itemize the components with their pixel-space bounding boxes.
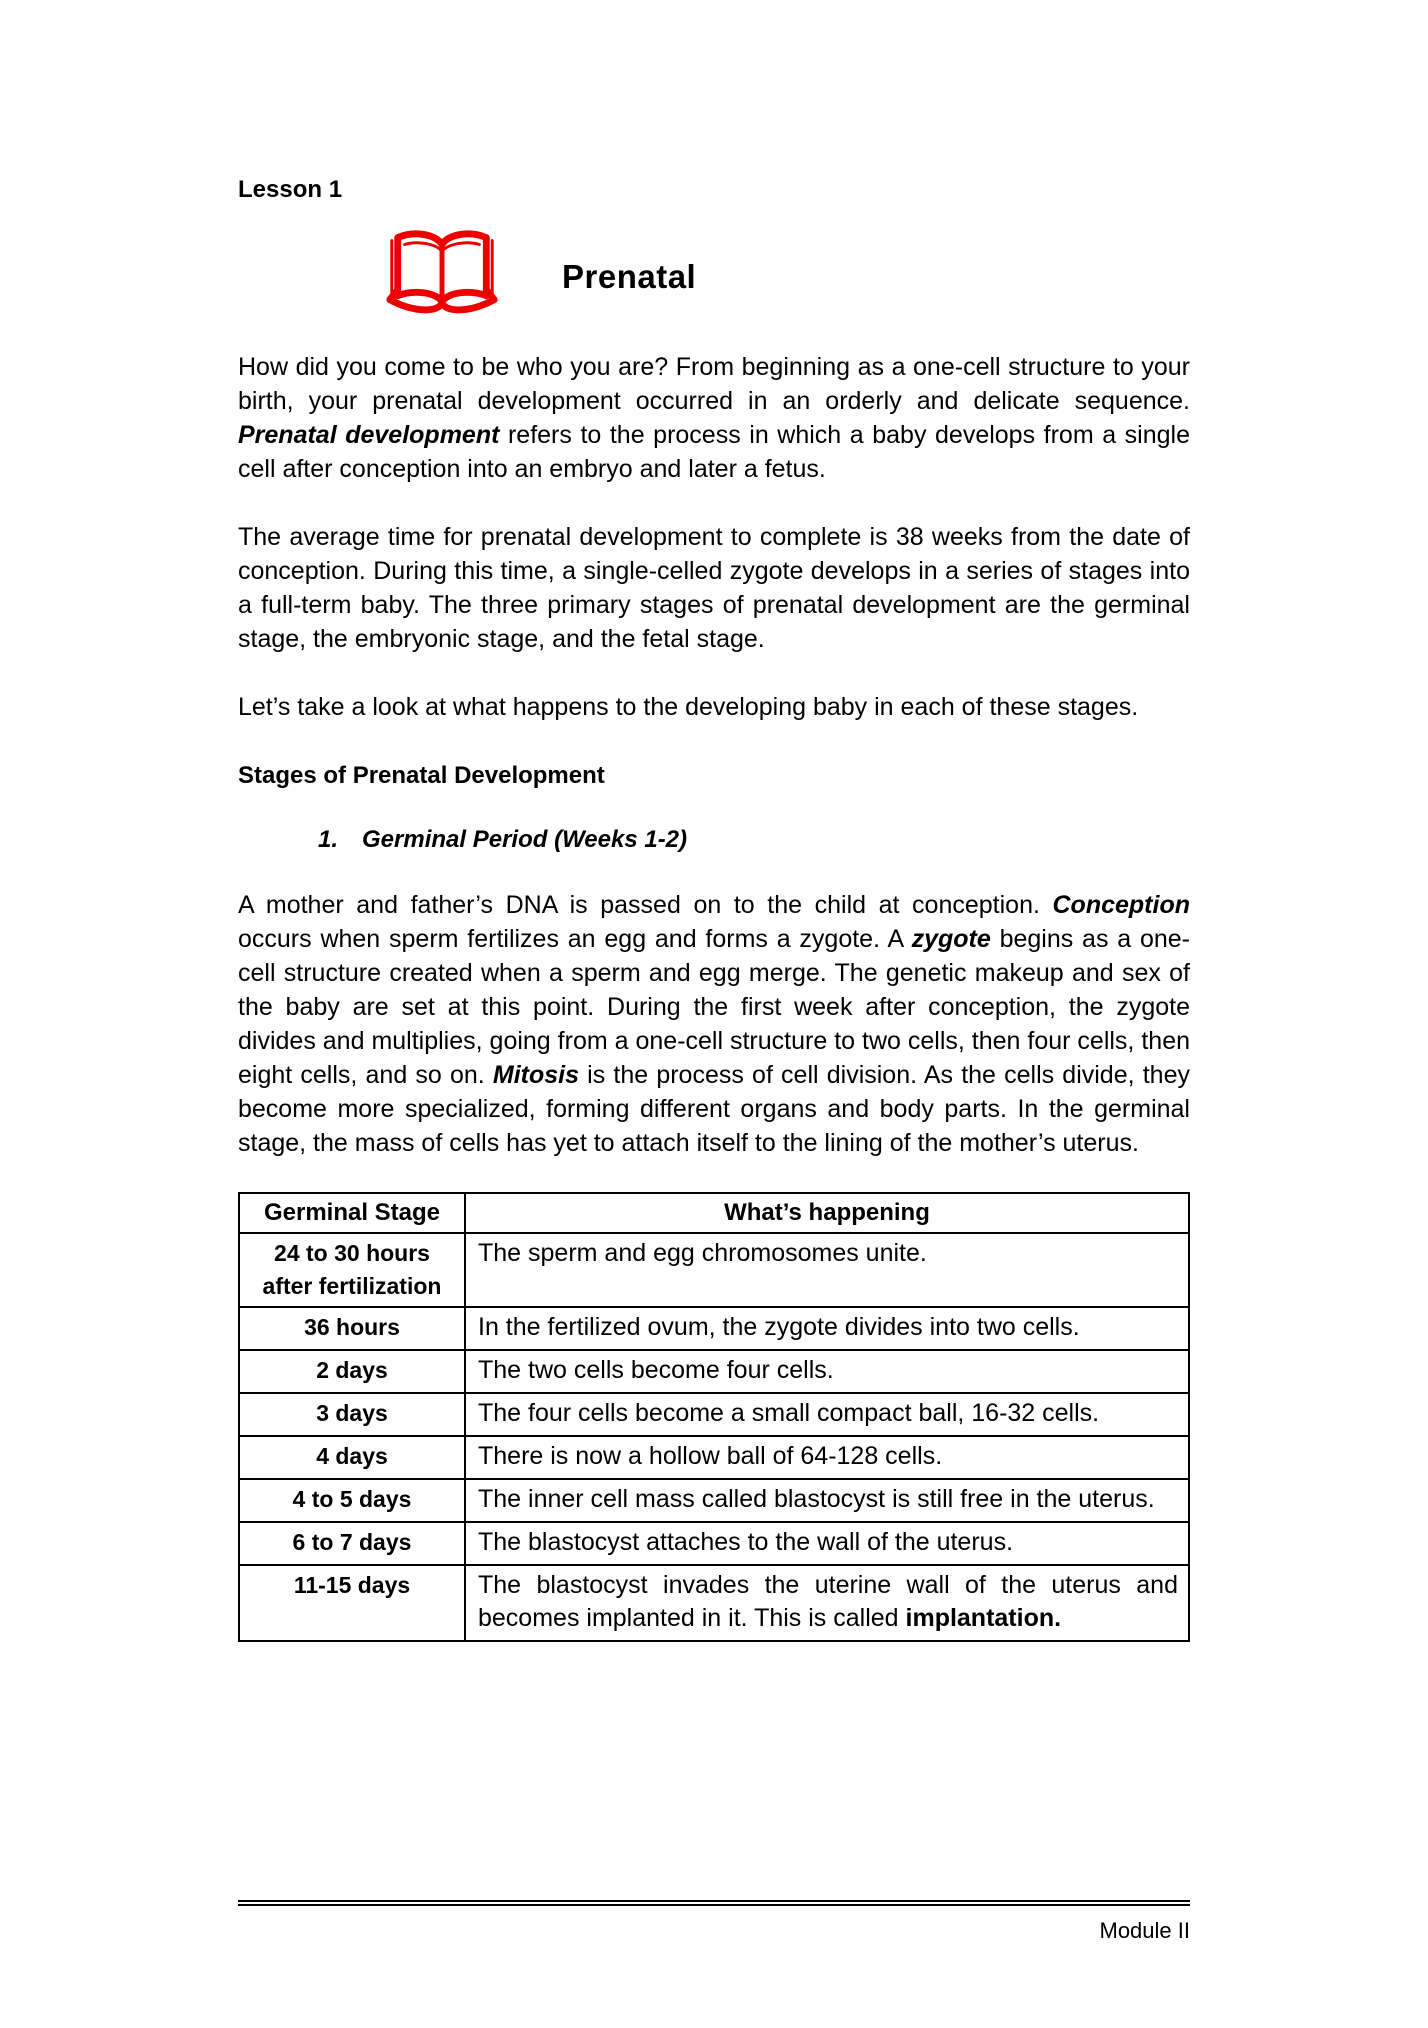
table-row	[239, 1436, 1189, 1479]
stage-cell: 11-15 days	[239, 1565, 465, 1641]
text-run: Mitosis	[492, 1061, 580, 1089]
text-run: The sperm and egg chromosomes unite.	[478, 1239, 927, 1267]
stage-cell: 6 to 7 days	[239, 1522, 465, 1565]
open-book-icon	[378, 224, 506, 330]
happening-cell	[465, 1565, 1189, 1641]
text-run: Prenatal development	[238, 421, 500, 449]
lesson-label: Lesson 1	[238, 176, 343, 203]
footer-rule-top	[238, 1900, 1190, 1902]
text-run: How did you come to be who you are? From beginning as a one-cell structure to your birth, your prenatal development occurred in an orderly and delicate sequence.	[238, 353, 1190, 415]
table-row	[239, 1307, 1189, 1350]
stage-cell: 24 to 30 hours after fertilization	[239, 1233, 465, 1307]
text-run: The inner cell mass called blastocyst is still free in the uterus.	[478, 1485, 1155, 1513]
text-run: occurs when sperm fertilizes an egg and forms a zygote. A	[238, 925, 912, 953]
stage-cell: 36 hours	[239, 1307, 465, 1350]
text-run: The two cells become four cells.	[478, 1356, 834, 1384]
footer-rule-bottom	[238, 1904, 1190, 1906]
happening-cell	[465, 1233, 1189, 1307]
text-run: A mother and father’s DNA is passed on to the child at conception.	[238, 891, 1053, 919]
title-row	[238, 224, 1190, 330]
paragraph-germinal	[238, 888, 1190, 1160]
page-content	[238, 0, 1190, 1642]
text-run: begins as a one-cell structure created when a sperm and egg merge. The genetic makeup and sex of the baby are set at this point. During the first week after conception, the zygote divides and multiplies, going from a one-cell structure to two cells, then four cells, then eight cells, and so on.	[238, 925, 1191, 1089]
text-run: Conception	[1052, 891, 1190, 919]
text-run: implantation.	[905, 1604, 1062, 1632]
paragraph-average-time	[238, 520, 1190, 656]
germinal-table	[238, 1192, 1190, 1642]
text-run: is the process of cell division. As the cells divide, they become more specialized, forming different organs and body parts. In the germinal stage, the mass of cells has yet to attach itself to the lining of the mother’s uterus.	[238, 1061, 1190, 1157]
sub-heading-title: Germinal Period (Weeks 1-2)	[362, 826, 688, 853]
module-label: Module II	[1099, 1918, 1190, 1943]
germinal-table-body	[239, 1233, 1189, 1641]
sub-heading-number: 1.	[318, 826, 339, 853]
table-row	[239, 1350, 1189, 1393]
stage-cell: 2 days	[239, 1350, 465, 1393]
table-row	[239, 1393, 1189, 1436]
table-row	[239, 1479, 1189, 1522]
table-row	[239, 1522, 1189, 1565]
sub-heading	[238, 826, 1190, 854]
happening-cell	[465, 1522, 1189, 1565]
table-row	[239, 1233, 1189, 1307]
table-row	[239, 1565, 1189, 1641]
text-run: Let’s take a look at what happens to the developing baby in each of these stages.	[238, 693, 1139, 721]
text-run: The blastocyst attaches to the wall of the uterus.	[478, 1528, 1014, 1556]
text-run: The average time for prenatal development to complete is 38 weeks from the date of conception. During this time, a single-celled zygote develops in a series of stages into a full-term baby. The three primary stages of prenatal development are the germinal stage, the embryonic stage, and the fetal stage.	[238, 523, 1190, 653]
stage-cell: 4 to 5 days	[239, 1479, 465, 1522]
happening-cell	[465, 1307, 1189, 1350]
text-run: The blastocyst invades the uterine wall of the uterus and becomes implanted in it. This is called	[478, 1571, 1178, 1632]
table-header-row	[239, 1193, 1189, 1233]
text-run: There is now a hollow ball of 64-128 cells.	[478, 1442, 943, 1470]
text-run: In the fertilized ovum, the zygote divides into two cells.	[478, 1313, 1080, 1341]
stage-cell: 3 days	[239, 1393, 465, 1436]
page-title: Prenatal	[562, 258, 697, 295]
happening-cell	[465, 1393, 1189, 1436]
table-header-stage: Germinal Stage	[239, 1193, 465, 1233]
paragraph-lets-take-a-look	[238, 690, 1190, 724]
happening-cell	[465, 1350, 1189, 1393]
section-heading: Stages of Prenatal Development	[238, 762, 605, 789]
happening-cell	[465, 1479, 1189, 1522]
paragraph-intro	[238, 350, 1190, 486]
table-header-happening: What’s happening	[465, 1193, 1189, 1233]
text-run: zygote	[911, 925, 991, 953]
text-run: The four cells become a small compact ball, 16-32 cells.	[478, 1399, 1100, 1427]
text-run: refers to the process in which a baby develops from a single cell after conception into an embryo and later a fetus.	[238, 421, 1190, 483]
stage-cell: 4 days	[239, 1436, 465, 1479]
page-footer	[238, 1900, 1190, 1944]
happening-cell	[465, 1436, 1189, 1479]
